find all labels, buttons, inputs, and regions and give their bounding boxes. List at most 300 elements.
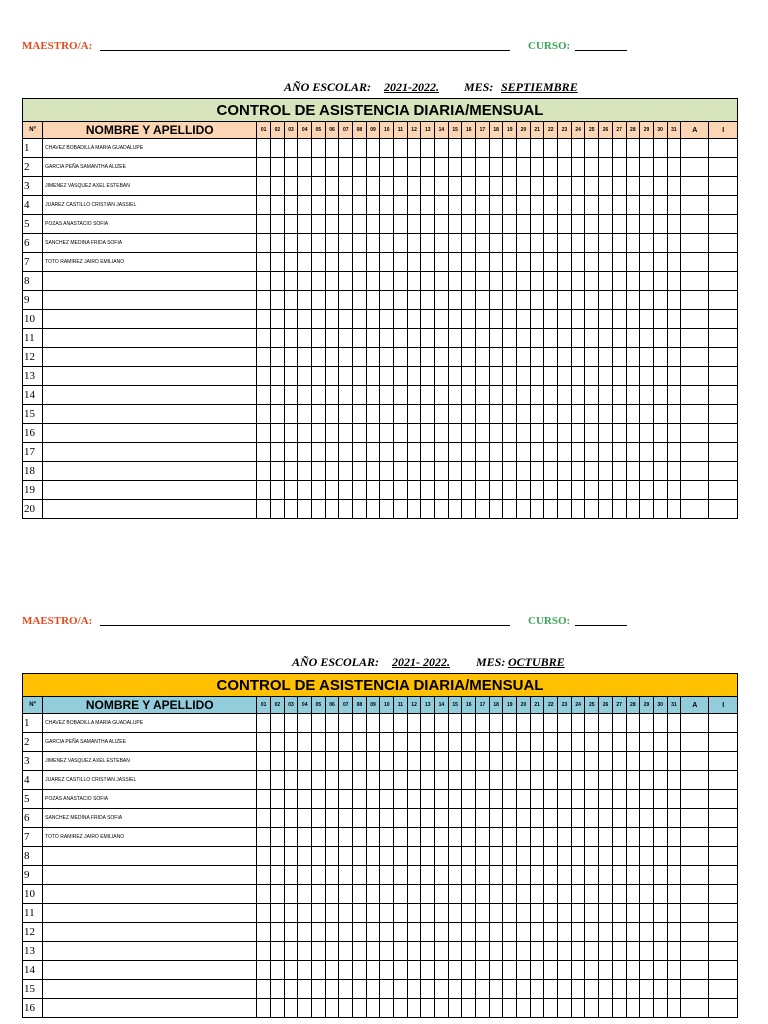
attendance-cell[interactable] <box>257 196 271 215</box>
attendance-cell[interactable] <box>353 329 367 348</box>
attendance-cell[interactable] <box>257 310 271 329</box>
attendance-cell[interactable] <box>653 291 667 310</box>
attendance-cell[interactable] <box>653 158 667 177</box>
attendance-cell[interactable] <box>407 481 421 500</box>
attendance-cell[interactable] <box>571 809 585 828</box>
attendance-cell[interactable] <box>653 923 667 942</box>
attendance-cell[interactable] <box>558 386 572 405</box>
attendance-cell[interactable] <box>640 253 654 272</box>
attendance-cell[interactable] <box>571 348 585 367</box>
attendance-cell[interactable] <box>325 272 339 291</box>
attendance-cell[interactable] <box>571 272 585 291</box>
attendance-cell[interactable] <box>407 980 421 999</box>
attendance-cell[interactable] <box>640 866 654 885</box>
attendance-cell[interactable] <box>517 980 531 999</box>
attendance-cell[interactable] <box>380 961 394 980</box>
attendance-cell[interactable] <box>571 158 585 177</box>
attendance-cell[interactable] <box>284 291 298 310</box>
attendance-cell[interactable] <box>339 234 353 253</box>
attendance-cell[interactable] <box>585 462 599 481</box>
attendance-cell[interactable] <box>448 253 462 272</box>
attendance-cell[interactable] <box>503 253 517 272</box>
attendance-cell[interactable] <box>462 215 476 234</box>
attendance-cell[interactable] <box>709 177 738 196</box>
attendance-cell[interactable] <box>298 923 312 942</box>
attendance-cell[interactable] <box>558 272 572 291</box>
attendance-cell[interactable] <box>257 253 271 272</box>
attendance-cell[interactable] <box>435 828 449 847</box>
attendance-cell[interactable] <box>530 386 544 405</box>
attendance-cell[interactable] <box>667 752 681 771</box>
attendance-cell[interactable] <box>366 386 380 405</box>
attendance-cell[interactable] <box>462 310 476 329</box>
attendance-cell[interactable] <box>489 367 503 386</box>
attendance-cell[interactable] <box>271 500 285 519</box>
attendance-cell[interactable] <box>407 291 421 310</box>
attendance-cell[interactable] <box>558 481 572 500</box>
attendance-cell[interactable] <box>640 790 654 809</box>
attendance-cell[interactable] <box>558 809 572 828</box>
attendance-cell[interactable] <box>476 980 490 999</box>
attendance-cell[interactable] <box>599 329 613 348</box>
attendance-cell[interactable] <box>380 885 394 904</box>
attendance-cell[interactable] <box>653 405 667 424</box>
attendance-cell[interactable] <box>448 272 462 291</box>
attendance-cell[interactable] <box>653 828 667 847</box>
attendance-cell[interactable] <box>448 386 462 405</box>
attendance-cell[interactable] <box>709 272 738 291</box>
attendance-cell[interactable] <box>681 923 709 942</box>
attendance-cell[interactable] <box>503 999 517 1018</box>
attendance-cell[interactable] <box>612 424 626 443</box>
attendance-cell[interactable] <box>271 291 285 310</box>
attendance-cell[interactable] <box>462 139 476 158</box>
attendance-cell[interactable] <box>517 500 531 519</box>
attendance-cell[interactable] <box>271 999 285 1018</box>
attendance-cell[interactable] <box>257 771 271 790</box>
attendance-cell[interactable] <box>640 196 654 215</box>
attendance-cell[interactable] <box>257 139 271 158</box>
attendance-cell[interactable] <box>353 752 367 771</box>
attendance-cell[interactable] <box>421 348 435 367</box>
attendance-cell[interactable] <box>599 424 613 443</box>
attendance-cell[interactable] <box>298 866 312 885</box>
attendance-cell[interactable] <box>339 771 353 790</box>
attendance-cell[interactable] <box>353 885 367 904</box>
attendance-cell[interactable] <box>298 158 312 177</box>
attendance-cell[interactable] <box>353 234 367 253</box>
attendance-cell[interactable] <box>312 386 326 405</box>
attendance-cell[interactable] <box>435 310 449 329</box>
attendance-cell[interactable] <box>640 847 654 866</box>
attendance-cell[interactable] <box>257 885 271 904</box>
attendance-cell[interactable] <box>257 752 271 771</box>
attendance-cell[interactable] <box>339 291 353 310</box>
attendance-cell[interactable] <box>271 310 285 329</box>
attendance-cell[interactable] <box>353 999 367 1018</box>
attendance-cell[interactable] <box>530 215 544 234</box>
attendance-cell[interactable] <box>571 196 585 215</box>
attendance-cell[interactable] <box>530 348 544 367</box>
attendance-cell[interactable] <box>503 771 517 790</box>
attendance-cell[interactable] <box>489 139 503 158</box>
attendance-cell[interactable] <box>284 367 298 386</box>
attendance-cell[interactable] <box>476 443 490 462</box>
attendance-cell[interactable] <box>407 904 421 923</box>
attendance-cell[interactable] <box>681 405 709 424</box>
attendance-cell[interactable] <box>284 215 298 234</box>
attendance-cell[interactable] <box>517 177 531 196</box>
attendance-cell[interactable] <box>257 999 271 1018</box>
attendance-cell[interactable] <box>353 733 367 752</box>
attendance-cell[interactable] <box>653 139 667 158</box>
attendance-cell[interactable] <box>709 348 738 367</box>
attendance-cell[interactable] <box>462 272 476 291</box>
attendance-cell[interactable] <box>626 500 640 519</box>
attendance-cell[interactable] <box>709 847 738 866</box>
attendance-cell[interactable] <box>612 139 626 158</box>
attendance-cell[interactable] <box>599 405 613 424</box>
attendance-cell[interactable] <box>571 424 585 443</box>
attendance-cell[interactable] <box>339 904 353 923</box>
attendance-cell[interactable] <box>558 424 572 443</box>
attendance-cell[interactable] <box>284 790 298 809</box>
attendance-cell[interactable] <box>571 405 585 424</box>
attendance-cell[interactable] <box>612 272 626 291</box>
attendance-cell[interactable] <box>640 481 654 500</box>
attendance-cell[interactable] <box>558 196 572 215</box>
attendance-cell[interactable] <box>353 771 367 790</box>
attendance-cell[interactable] <box>530 329 544 348</box>
attendance-cell[interactable] <box>544 367 558 386</box>
attendance-cell[interactable] <box>353 405 367 424</box>
attendance-cell[interactable] <box>271 885 285 904</box>
attendance-cell[interactable] <box>448 139 462 158</box>
attendance-cell[interactable] <box>667 714 681 733</box>
attendance-cell[interactable] <box>407 215 421 234</box>
attendance-cell[interactable] <box>462 733 476 752</box>
attendance-cell[interactable] <box>544 424 558 443</box>
attendance-cell[interactable] <box>421 980 435 999</box>
attendance-cell[interactable] <box>284 809 298 828</box>
attendance-cell[interactable] <box>571 942 585 961</box>
attendance-cell[interactable] <box>517 348 531 367</box>
attendance-cell[interactable] <box>353 500 367 519</box>
attendance-cell[interactable] <box>653 771 667 790</box>
attendance-cell[interactable] <box>653 847 667 866</box>
attendance-cell[interactable] <box>517 790 531 809</box>
attendance-cell[interactable] <box>284 139 298 158</box>
attendance-cell[interactable] <box>681 234 709 253</box>
attendance-cell[interactable] <box>571 310 585 329</box>
attendance-cell[interactable] <box>626 733 640 752</box>
attendance-cell[interactable] <box>380 771 394 790</box>
attendance-cell[interactable] <box>585 234 599 253</box>
attendance-cell[interactable] <box>626 177 640 196</box>
attendance-cell[interactable] <box>585 847 599 866</box>
attendance-cell[interactable] <box>626 809 640 828</box>
attendance-cell[interactable] <box>394 196 408 215</box>
attendance-cell[interactable] <box>366 847 380 866</box>
attendance-cell[interactable] <box>394 177 408 196</box>
attendance-cell[interactable] <box>709 215 738 234</box>
attendance-cell[interactable] <box>298 752 312 771</box>
attendance-cell[interactable] <box>489 980 503 999</box>
attendance-cell[interactable] <box>653 809 667 828</box>
attendance-cell[interactable] <box>667 386 681 405</box>
attendance-cell[interactable] <box>380 291 394 310</box>
attendance-cell[interactable] <box>448 367 462 386</box>
attendance-cell[interactable] <box>312 923 326 942</box>
attendance-cell[interactable] <box>585 367 599 386</box>
attendance-cell[interactable] <box>517 462 531 481</box>
attendance-cell[interactable] <box>530 177 544 196</box>
attendance-cell[interactable] <box>517 828 531 847</box>
attendance-cell[interactable] <box>380 215 394 234</box>
attendance-cell[interactable] <box>421 752 435 771</box>
attendance-cell[interactable] <box>380 329 394 348</box>
attendance-cell[interactable] <box>366 904 380 923</box>
attendance-cell[interactable] <box>681 329 709 348</box>
attendance-cell[interactable] <box>462 980 476 999</box>
attendance-cell[interactable] <box>503 462 517 481</box>
attendance-cell[interactable] <box>325 866 339 885</box>
attendance-cell[interactable] <box>667 999 681 1018</box>
attendance-cell[interactable] <box>394 158 408 177</box>
attendance-cell[interactable] <box>585 272 599 291</box>
attendance-cell[interactable] <box>394 752 408 771</box>
attendance-cell[interactable] <box>640 462 654 481</box>
attendance-cell[interactable] <box>257 443 271 462</box>
attendance-cell[interactable] <box>312 158 326 177</box>
attendance-cell[interactable] <box>530 961 544 980</box>
attendance-cell[interactable] <box>271 828 285 847</box>
attendance-cell[interactable] <box>435 733 449 752</box>
attendance-cell[interactable] <box>435 809 449 828</box>
attendance-cell[interactable] <box>626 139 640 158</box>
attendance-cell[interactable] <box>407 462 421 481</box>
attendance-cell[interactable] <box>709 828 738 847</box>
attendance-cell[interactable] <box>653 999 667 1018</box>
attendance-cell[interactable] <box>503 177 517 196</box>
attendance-cell[interactable] <box>380 866 394 885</box>
attendance-cell[interactable] <box>667 291 681 310</box>
attendance-cell[interactable] <box>626 310 640 329</box>
attendance-cell[interactable] <box>448 348 462 367</box>
attendance-cell[interactable] <box>612 790 626 809</box>
attendance-cell[interactable] <box>271 196 285 215</box>
attendance-cell[interactable] <box>476 847 490 866</box>
attendance-cell[interactable] <box>298 942 312 961</box>
attendance-cell[interactable] <box>366 771 380 790</box>
attendance-cell[interactable] <box>257 500 271 519</box>
attendance-cell[interactable] <box>366 462 380 481</box>
attendance-cell[interactable] <box>257 866 271 885</box>
attendance-cell[interactable] <box>353 809 367 828</box>
attendance-cell[interactable] <box>366 866 380 885</box>
attendance-cell[interactable] <box>380 790 394 809</box>
attendance-cell[interactable] <box>612 923 626 942</box>
attendance-cell[interactable] <box>257 790 271 809</box>
attendance-cell[interactable] <box>599 310 613 329</box>
attendance-cell[interactable] <box>476 329 490 348</box>
attendance-cell[interactable] <box>667 367 681 386</box>
attendance-cell[interactable] <box>626 481 640 500</box>
attendance-cell[interactable] <box>558 500 572 519</box>
attendance-cell[interactable] <box>681 177 709 196</box>
attendance-cell[interactable] <box>640 310 654 329</box>
attendance-cell[interactable] <box>558 310 572 329</box>
attendance-cell[interactable] <box>517 809 531 828</box>
attendance-cell[interactable] <box>626 329 640 348</box>
attendance-cell[interactable] <box>558 177 572 196</box>
attendance-cell[interactable] <box>339 329 353 348</box>
attendance-cell[interactable] <box>407 999 421 1018</box>
attendance-cell[interactable] <box>681 443 709 462</box>
attendance-cell[interactable] <box>558 885 572 904</box>
attendance-cell[interactable] <box>271 253 285 272</box>
attendance-cell[interactable] <box>353 158 367 177</box>
attendance-cell[interactable] <box>407 196 421 215</box>
attendance-cell[interactable] <box>489 790 503 809</box>
attendance-cell[interactable] <box>380 752 394 771</box>
attendance-cell[interactable] <box>681 500 709 519</box>
attendance-cell[interactable] <box>325 443 339 462</box>
attendance-cell[interactable] <box>407 310 421 329</box>
attendance-cell[interactable] <box>489 942 503 961</box>
attendance-cell[interactable] <box>681 790 709 809</box>
attendance-cell[interactable] <box>339 177 353 196</box>
attendance-cell[interactable] <box>476 481 490 500</box>
attendance-cell[interactable] <box>380 272 394 291</box>
attendance-cell[interactable] <box>544 885 558 904</box>
attendance-cell[interactable] <box>558 405 572 424</box>
attendance-cell[interactable] <box>394 733 408 752</box>
attendance-cell[interactable] <box>271 847 285 866</box>
attendance-cell[interactable] <box>421 253 435 272</box>
attendance-cell[interactable] <box>271 790 285 809</box>
attendance-cell[interactable] <box>612 177 626 196</box>
attendance-cell[interactable] <box>353 177 367 196</box>
attendance-cell[interactable] <box>612 329 626 348</box>
attendance-cell[interactable] <box>312 500 326 519</box>
attendance-cell[interactable] <box>517 752 531 771</box>
attendance-cell[interactable] <box>653 424 667 443</box>
attendance-cell[interactable] <box>558 253 572 272</box>
attendance-cell[interactable] <box>380 234 394 253</box>
attendance-cell[interactable] <box>284 253 298 272</box>
attendance-cell[interactable] <box>271 809 285 828</box>
attendance-cell[interactable] <box>325 158 339 177</box>
attendance-cell[interactable] <box>558 847 572 866</box>
attendance-cell[interactable] <box>530 790 544 809</box>
attendance-cell[interactable] <box>503 904 517 923</box>
attendance-cell[interactable] <box>626 771 640 790</box>
attendance-cell[interactable] <box>530 234 544 253</box>
attendance-cell[interactable] <box>653 386 667 405</box>
attendance-cell[interactable] <box>544 961 558 980</box>
attendance-cell[interactable] <box>257 733 271 752</box>
attendance-cell[interactable] <box>612 443 626 462</box>
attendance-cell[interactable] <box>517 847 531 866</box>
attendance-cell[interactable] <box>257 234 271 253</box>
attendance-cell[interactable] <box>312 139 326 158</box>
attendance-cell[interactable] <box>380 481 394 500</box>
attendance-cell[interactable] <box>353 196 367 215</box>
attendance-cell[interactable] <box>530 771 544 790</box>
attendance-cell[interactable] <box>585 828 599 847</box>
attendance-cell[interactable] <box>394 348 408 367</box>
attendance-cell[interactable] <box>599 158 613 177</box>
attendance-cell[interactable] <box>407 234 421 253</box>
attendance-cell[interactable] <box>558 139 572 158</box>
attendance-cell[interactable] <box>462 386 476 405</box>
attendance-cell[interactable] <box>489 885 503 904</box>
attendance-cell[interactable] <box>394 386 408 405</box>
attendance-cell[interactable] <box>585 752 599 771</box>
attendance-cell[interactable] <box>325 424 339 443</box>
attendance-cell[interactable] <box>489 405 503 424</box>
attendance-cell[interactable] <box>448 291 462 310</box>
attendance-cell[interactable] <box>339 443 353 462</box>
attendance-cell[interactable] <box>448 177 462 196</box>
attendance-cell[interactable] <box>448 310 462 329</box>
attendance-cell[interactable] <box>558 714 572 733</box>
attendance-cell[interactable] <box>517 386 531 405</box>
attendance-cell[interactable] <box>366 234 380 253</box>
attendance-cell[interactable] <box>435 386 449 405</box>
attendance-cell[interactable] <box>380 733 394 752</box>
attendance-cell[interactable] <box>271 462 285 481</box>
attendance-cell[interactable] <box>612 196 626 215</box>
attendance-cell[interactable] <box>312 885 326 904</box>
attendance-cell[interactable] <box>667 462 681 481</box>
attendance-cell[interactable] <box>435 234 449 253</box>
attendance-cell[interactable] <box>394 828 408 847</box>
attendance-cell[interactable] <box>448 980 462 999</box>
attendance-cell[interactable] <box>435 923 449 942</box>
attendance-cell[interactable] <box>681 367 709 386</box>
attendance-cell[interactable] <box>271 329 285 348</box>
attendance-cell[interactable] <box>312 177 326 196</box>
attendance-cell[interactable] <box>298 809 312 828</box>
attendance-cell[interactable] <box>626 462 640 481</box>
attendance-cell[interactable] <box>325 847 339 866</box>
attendance-cell[interactable] <box>284 999 298 1018</box>
attendance-cell[interactable] <box>667 923 681 942</box>
attendance-cell[interactable] <box>571 771 585 790</box>
attendance-cell[interactable] <box>339 481 353 500</box>
attendance-cell[interactable] <box>298 961 312 980</box>
attendance-cell[interactable] <box>599 139 613 158</box>
attendance-cell[interactable] <box>653 348 667 367</box>
attendance-cell[interactable] <box>339 790 353 809</box>
attendance-cell[interactable] <box>407 158 421 177</box>
attendance-cell[interactable] <box>394 866 408 885</box>
attendance-cell[interactable] <box>681 424 709 443</box>
attendance-cell[interactable] <box>353 272 367 291</box>
attendance-cell[interactable] <box>380 999 394 1018</box>
attendance-cell[interactable] <box>366 733 380 752</box>
attendance-cell[interactable] <box>394 462 408 481</box>
attendance-cell[interactable] <box>257 367 271 386</box>
attendance-cell[interactable] <box>530 999 544 1018</box>
attendance-cell[interactable] <box>517 714 531 733</box>
attendance-cell[interactable] <box>599 771 613 790</box>
attendance-cell[interactable] <box>380 500 394 519</box>
attendance-cell[interactable] <box>462 158 476 177</box>
attendance-cell[interactable] <box>517 904 531 923</box>
